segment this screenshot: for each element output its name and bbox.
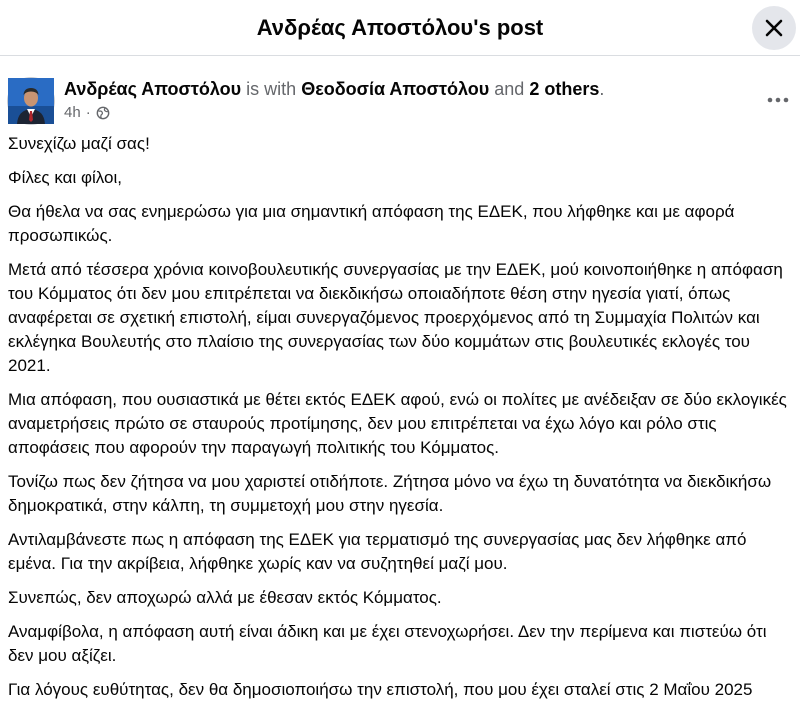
close-icon [764,18,784,38]
post-paragraph: Για λόγους ευθύτητας, δεν θα δημοσιοποιήσω την επιστολή, που μου έχει σταλεί στις 2 Μαΐου 2025 [8,680,753,699]
post-header [0,62,800,132]
tagged-person-link[interactable]: Θεοδοσία Αποστόλου [301,79,490,99]
post-paragraph: Αναμφίβολα, η απόφαση αυτή είναι άδικη και με έχει στενοχωρήσει. Δεν την περίμενα και πιστεύω ότι δεν μου αξίζει. [8,622,767,665]
author-name-link[interactable]: Ανδρέας Αποστόλου [64,79,242,99]
close-button[interactable] [752,6,796,50]
post-paragraph: Μια απόφαση, που ουσιαστικά με θέτει εκτός ΕΔΕΚ αφού, ενώ οι πολίτες με ανέδειξαν σε δύο εκλογικές αναμετρήσεις πρώτο σε σταυρούς προτίμησης, δεν μου επιτρέπεται να έχω λόγο και ρόλο στις αποφάσεις που αφορούν την παραγωγή πολιτικής του Κόμματος. [8,390,787,457]
post-meta [64,103,110,123]
dialog-title: Ανδρέας Αποστόλου's post [256,15,544,40]
post-paragraph: Φίλες και φίλοι, [8,168,122,187]
author-line [64,76,604,102]
dialog-header [0,0,800,56]
and-text: and [494,79,525,99]
more-horizontal-icon [766,96,790,104]
profile-photo-icon [8,78,54,124]
meta-separator: · [85,104,91,121]
avatar[interactable] [8,78,54,124]
more-options-button[interactable] [762,84,794,116]
post-paragraph: Συνεπώς, δεν αποχωρώ αλλά με έθεσαν εκτός Κόμματος. [8,588,442,607]
post-paragraph: Μετά από τέσσερα χρόνια κοινοβουλευτικής συνεργασίας με την ΕΔΕΚ, μού κοινοποιήθηκε η απόφαση του Κόμματος ότι δεν μου επιτρέπεται να διεκδικήσω οποιαδήποτε θέση στην ηγεσία γιατί, όπως αναφέρεται σε σχετική επιστολή, είμαι συνεργαζόμενος προερχόμενος από τη Συμμαχία Πολιτών και εκλέγηκα Βουλευτής στο πλαίσιο της συνεργασίας των δύο κομμάτων στις βουλευτικές εκλογές του 2021. [8,260,783,375]
post-paragraph: Συνεχίζω μαζί σας! [8,134,150,153]
post-paragraph: Τονίζω πως δεν ζήτησα να μου χαριστεί οτιδήποτε. Ζήτησα μόνο να έχω τη δυνατότητα να διεκδικήσω δημοκρατικά, στην κάλπη, τη συμμετοχή μου στην ηγεσία. [8,472,772,515]
post-paragraph: Αντιλαμβάνεστε πως η απόφαση της ΕΔΕΚ για τερματισμό της συνεργασίας μας δεν λήφθηκε από εμένα. Για την ακρίβεια, λήφθηκε χωρίς καν να συζητηθεί μαζί μου. [8,530,747,573]
globe-icon [96,106,110,120]
period-text: . [599,79,605,99]
with-text: is with [246,79,297,99]
post-time-link[interactable]: 4h [64,104,81,121]
others-link[interactable]: 2 others [529,79,600,99]
post-body [8,132,796,712]
post-paragraph: Θα ήθελα να σας ενημερώσω για μια σημαντική απόφαση της ΕΔΕΚ, που λήφθηκε και με αφορά προσωπικώς. [8,202,735,245]
